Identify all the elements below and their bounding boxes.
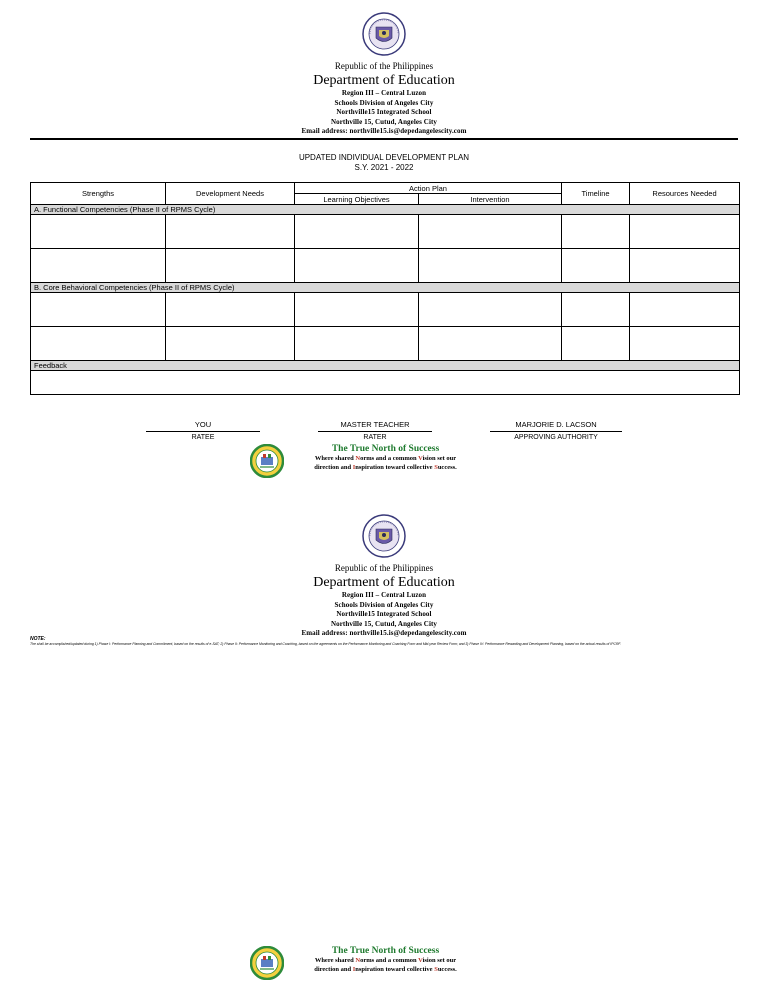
cell-intervention[interactable] — [419, 215, 562, 249]
region-line: Region III – Central Luzon — [341, 591, 427, 599]
signatory-approver — [490, 420, 622, 443]
signatory-rater — [318, 420, 432, 443]
approver-name: MARJORIE D. LACSON — [490, 420, 622, 432]
cell-timeline[interactable] — [562, 327, 630, 361]
school-line: Northville15 Integrated School — [336, 108, 432, 116]
note-title: NOTE: — [30, 636, 46, 642]
header-learning-objectives: Learning Objectives — [295, 194, 419, 205]
section-feedback: Feedback — [31, 361, 740, 371]
motto-title: The True North of Success — [331, 444, 440, 454]
table-row — [31, 293, 740, 327]
cell-strengths[interactable] — [31, 327, 166, 361]
cell-strengths[interactable] — [31, 293, 166, 327]
cell-resources-needed[interactable] — [630, 327, 740, 361]
email-line: Email address: northville15.is@depedangelescity.com — [301, 629, 467, 637]
header-resources-needed: Resources Needed — [630, 183, 740, 205]
email-line: Email address: northville15.is@depedangelescity.com — [301, 127, 467, 135]
cell-timeline[interactable] — [562, 249, 630, 283]
header-development-needs: Development Needs — [166, 183, 295, 205]
cell-learning-objectives[interactable] — [295, 327, 419, 361]
cell-development-needs[interactable] — [166, 215, 295, 249]
plan-title-block — [0, 153, 768, 173]
letterhead-second — [0, 514, 768, 639]
motto-line-1: Where shared Norms and a common Vision set our — [314, 957, 457, 964]
cell-learning-objectives[interactable] — [295, 293, 419, 327]
header-timeline: Timeline — [562, 183, 630, 205]
idp-table — [30, 182, 740, 395]
cell-resources-needed[interactable] — [630, 249, 740, 283]
republic-line: Republic of the Philippines — [334, 61, 434, 71]
department-name: Department of Education — [313, 73, 455, 88]
note-body: The shall be accomplished/updated during 1) Phase I: Performance Planning and Commitment, based on the results of e-SAT; 2) Phase II: Performance Monitoring and Coaching, based on the agreements on the Performance Monitoring and Coaching Form and Mid-year Review Form; and 3) Phase IV: Performance Rewarding and Development Planning, based on the actual results of IPCRF. — [30, 642, 621, 646]
school-logo-icon — [250, 444, 284, 478]
division-line: Schools Division of Angeles City — [334, 98, 434, 107]
plan-title: UPDATED INDIVIDUAL DEVELOPMENT PLAN — [298, 153, 470, 162]
cell-learning-objectives[interactable] — [295, 215, 419, 249]
cell-intervention[interactable] — [419, 327, 562, 361]
letterhead-top — [0, 12, 768, 137]
school-logo-icon — [250, 946, 284, 980]
cell-intervention[interactable] — [419, 249, 562, 283]
school-line: Northville15 Integrated School — [336, 610, 432, 618]
cell-learning-objectives[interactable] — [295, 249, 419, 283]
cell-resources-needed[interactable] — [630, 215, 740, 249]
header-divider — [30, 138, 738, 140]
motto-block — [250, 444, 490, 480]
section-core-behavioral-competencies: B. Core Behavioral Competencies (Phase II of RPMS Cycle) — [31, 283, 740, 293]
header-action-plan: Action Plan — [295, 183, 562, 194]
rater-role: RATER — [363, 434, 387, 441]
motto-line-1: Where shared Norms and a common Vision set our — [314, 455, 457, 462]
motto-line-2: direction and Inspiration toward collective Success. — [314, 463, 457, 471]
cell-strengths[interactable] — [31, 215, 166, 249]
signatory-ratee — [146, 420, 260, 443]
department-name: Department of Education — [313, 575, 455, 590]
cell-development-needs[interactable] — [166, 249, 295, 283]
motto-line-2: direction and Inspiration toward collective Success. — [314, 965, 457, 973]
section-functional-competencies: A. Functional Competencies (Phase II of RPMS Cycle) — [31, 205, 740, 215]
ratee-name: YOU — [146, 420, 260, 432]
rater-name: MASTER TEACHER — [318, 420, 432, 432]
cell-resources-needed[interactable] — [630, 293, 740, 327]
division-line: Schools Division of Angeles City — [334, 600, 434, 609]
approver-role: APPROVING AUTHORITY — [514, 434, 598, 441]
feedback-cell[interactable] — [31, 371, 740, 395]
ratee-role: RATEE — [191, 434, 215, 441]
republic-line: Republic of the Philippines — [334, 563, 434, 573]
header-strengths: Strengths — [31, 183, 166, 205]
cell-development-needs[interactable] — [166, 293, 295, 327]
cell-timeline[interactable] — [562, 215, 630, 249]
motto-block-footer — [250, 946, 490, 982]
header-intervention: Intervention — [419, 194, 562, 205]
deped-seal-icon — [362, 12, 406, 56]
cell-intervention[interactable] — [419, 293, 562, 327]
table-row — [31, 327, 740, 361]
address-line: Northville 15, Cutud, Angeles City — [330, 619, 438, 628]
motto-title: The True North of Success — [331, 946, 440, 956]
cell-development-needs[interactable] — [166, 327, 295, 361]
region-line: Region III – Central Luzon — [341, 89, 427, 97]
note-block — [30, 636, 730, 647]
cell-timeline[interactable] — [562, 293, 630, 327]
address-line: Northville 15, Cutud, Angeles City — [330, 117, 438, 126]
deped-seal-icon — [362, 514, 406, 558]
school-year: S.Y. 2021 - 2022 — [354, 163, 414, 172]
table-row — [31, 249, 740, 283]
cell-strengths[interactable] — [31, 249, 166, 283]
table-row — [31, 215, 740, 249]
